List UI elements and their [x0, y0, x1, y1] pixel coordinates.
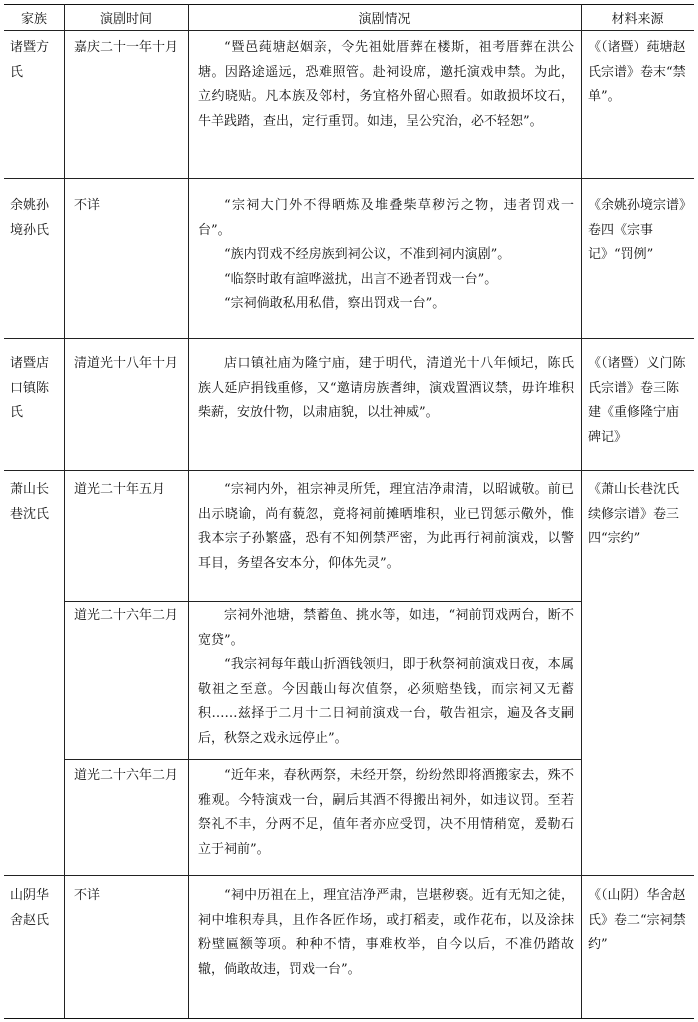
cell-clan: 诸暨店口镇陈氏: [10, 356, 50, 421]
subrow-rule: [64, 601, 581, 602]
cell-source: 《（诸暨）莼塘赵氏宗谱》卷末“禁单”。: [588, 40, 686, 105]
cell-situation: [198, 478, 574, 576]
cell-situation: [198, 36, 574, 134]
header-source: 材料来源: [611, 11, 664, 27]
situation-paragraph: “近年来，春秋两祭，未经开祭，纷纷然即将酒搬家去，殊不雅观。今特演戏一台，嗣后其酒不得搬出祠外，如违议罚。至若祭礼不丰，分两不足，值年者亦应受罚，决不用情稍宽，爰勒石立于祠前”。: [198, 768, 574, 857]
column-rule: [188, 4, 189, 1018]
situation-paragraph: “我宗祠每年蕺山折酒钱领归，即于秋祭祠前演戏日夜，本属敬祖之至意。今因蕺山每次值祭，必须赔垫钱，而宗祠又无蓄积……兹择于二月十二日祠前演戏一台，敬告祖宗，遍及各支嗣后，秋祭之戏永远停止”。: [198, 657, 574, 746]
cell-source: 《（诸暨）义门陈氏宗谱》卷三陈建《重修隆宁庙碑记》: [588, 356, 686, 445]
cell-time: 道光二十六年二月: [74, 608, 179, 623]
table-bottom-rule: [4, 1018, 694, 1019]
column-rule: [581, 4, 582, 1018]
situation-paragraph: “宗祠倘敢私用私借，察出罚戏一台”。: [224, 296, 446, 312]
cell-time: 不详: [74, 888, 101, 903]
situation-paragraph: “临祭时敢有諠哗滋扰，出言不逊者罚戏一台”。: [224, 271, 498, 287]
cell-source: 《萧山长巷沈氏续修宗谱》卷三四“宗约”: [588, 482, 680, 547]
cell-clan: 萧山长巷沈氏: [10, 482, 50, 522]
cell-situation: [198, 884, 574, 982]
cell-clan: 余姚孙境孙氏: [10, 198, 50, 238]
situation-paragraph: “祠中历祖在上，理宜洁净严肃，岂堪秽亵。近有无知之徒，祠中堆积寿具，且作各匠作场，或打稻麦，或作花布，以及涂抹粉壁匾额等项。种种不情，事难枚举，自今以后，不准仍踏故辙，倘敢故违，罚戏一台”。: [198, 888, 574, 977]
cell-situation: [198, 764, 574, 862]
situation-paragraph: 店口镇社庙为隆宁庙，建于明代，清道光十八年倾圮，陈氏族人延庐捐钱重修，又“邀请房族耆绅，演戏置酒议禁，毋许堆积柴薪，安放什物，以肃庙貌，以壮神威”。: [198, 356, 574, 421]
cell-situation: [198, 352, 574, 426]
situation-paragraph: “宗祠内外，祖宗神灵所凭，理宜洁净肃清，以昭诚敬。前已出示晓谕，尚有藐忽，竟将祠前摊晒堆积，业已罚惩示儆外，惟我本宗子孙繁盛，恐有不知例禁严密，为此再行祠前演戏，以警耳目，务望各安本分，仰体先灵”。: [198, 482, 574, 571]
situation-paragraph: “宗祠大门外不得晒炼及堆叠柴草秽污之物，违者罚戏一台”。: [198, 198, 574, 238]
situation-paragraph: 宗祠外池塘，禁蓄鱼、挑水等，如违，“祠前罚戏两台，断不宽贷”。: [198, 608, 574, 648]
header-time: 演剧时间: [99, 11, 152, 27]
row-rule: [4, 470, 694, 471]
situation-paragraph: “族内罚戏不经房族到祠公议，不准到祠内演剧”。: [224, 247, 511, 263]
header-rule: [4, 30, 694, 31]
column-rule: [64, 4, 65, 1018]
cell-clan: 诸暨方氏: [10, 40, 50, 80]
cell-situation: [198, 604, 574, 752]
cell-time: 道光二十六年二月: [74, 768, 179, 783]
table-top-rule: [4, 4, 694, 5]
cell-source: 《余姚孙境宗谱》卷四《宗事记》“罚例”: [588, 198, 686, 263]
cell-clan: 山阴华舍赵氏: [10, 888, 50, 928]
row-rule: [4, 338, 694, 339]
row-rule: [4, 178, 694, 179]
cell-source: 《（山阴）华舍赵氏》卷二“宗祠禁约”: [588, 888, 686, 953]
cell-time: 嘉庆二十一年十月: [74, 40, 179, 55]
subrow-rule: [64, 759, 581, 760]
cell-time: 道光二十年五月: [74, 482, 166, 497]
situation-paragraph: “暨邑莼塘赵姻亲，令先祖妣厝葬在楼斯，祖考厝葬在洪公塘。因路途遥远，恐难照管。赴祠设席，邀托演戏申禁。为此，立约晓贴。凡本族及邻村，务宜格外留心照看。如敢损坏坟石，牛羊践踏，查出，定行重罚。如违，呈公究治，必不轻恕”。: [198, 40, 574, 129]
cell-situation: [198, 194, 574, 317]
header-situation: 演剧情况: [358, 11, 411, 27]
cell-time: 清道光十八年十月: [74, 356, 179, 371]
cell-time: 不详: [74, 198, 101, 213]
header-clan: 家族: [20, 11, 47, 27]
row-rule: [4, 875, 694, 876]
